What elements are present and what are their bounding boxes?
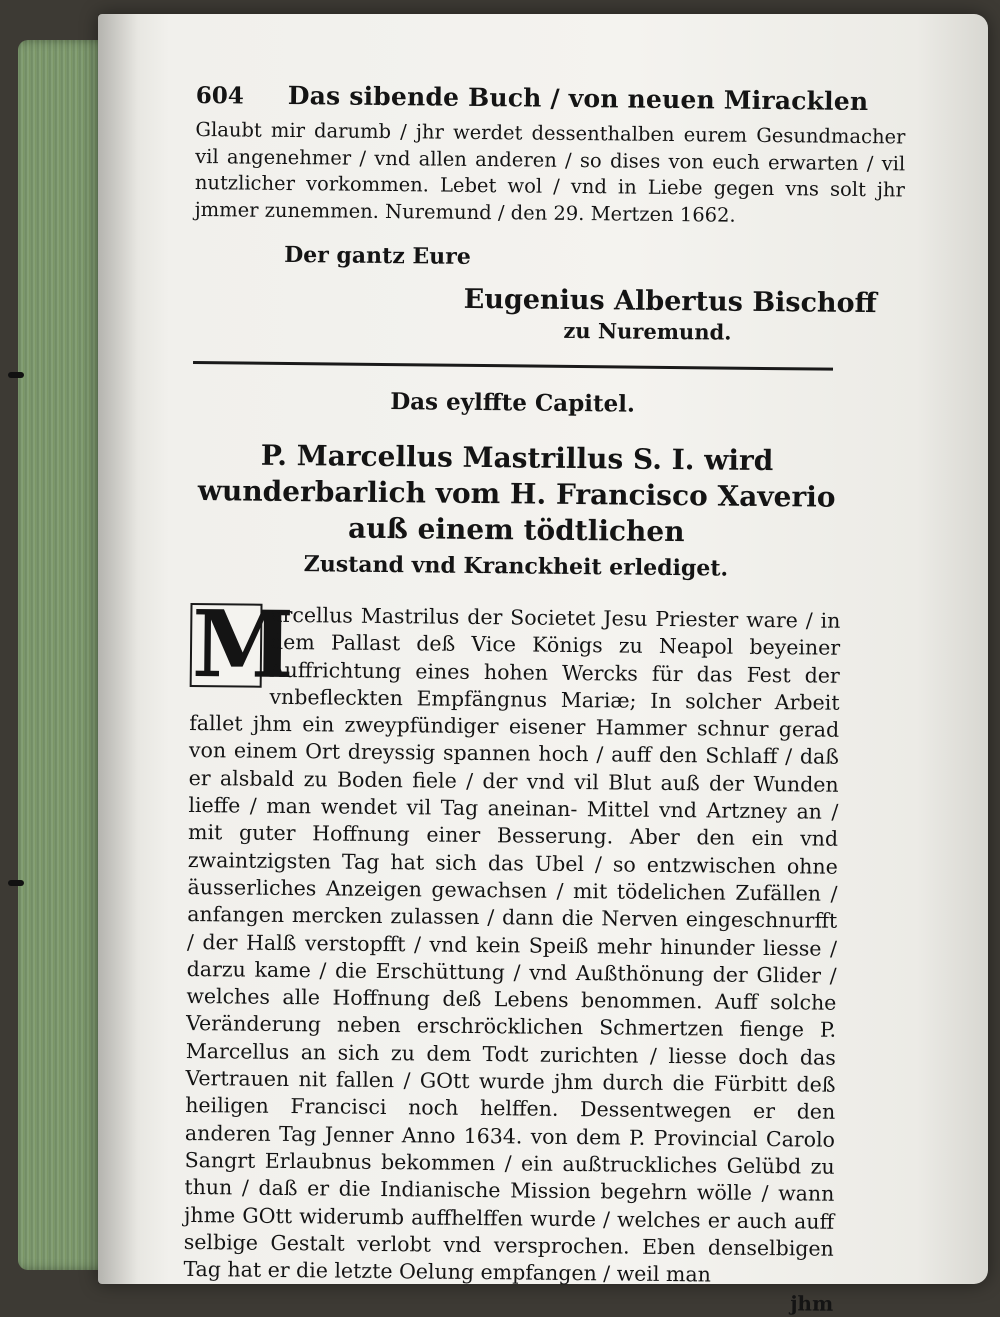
letter-signature: Eugenius Albertus Bischoff <box>463 283 877 320</box>
chapter-title: Das eylffte Capitel. <box>390 388 636 418</box>
running-head <box>196 80 906 116</box>
letter-closing: Der gantz Eure <box>284 241 471 270</box>
drop-cap: M <box>191 589 295 700</box>
chapter-body-text: arcellus Mastrilus der Societet Jesu Priester ware / in dem Pallast deß Vice Königs zu Neapol beyeiner Auffrichtung eines hohen Wercks für das Fest der vnbefleckten Empfängnus Mariæ; In solcher Arbeit fallet jhm ein zweypfündiger eisener Hammer schnur gerad von einem Ort dreyssig spannen hoch / auff den Schlaff / daß er alsbald zu Boden fiele / der vnd vil Blut auß der Wunden lieffe / man wendet vil Tag aneinan- Mittel vnd Artzney an / mit guter Hoffnung einer Besserung. Aber den ein vnd zwaintzigsten Tag hat sich das Ubel / so entzwischen ohne äusserliches Anzeigen gewachsen / mit tödelichen Zufällen / anfangen mercken zulassen / dann die Nerven eingeschnurfft / der Halß verstopfft / vnd kein Speiß mehr hinunder liesse / darzu kame / die Erschüttung / vnd Außthönung der Glider / welches alle Hoffnung deß Lebens benommen. Auff solche Veränderung neben erschröcklichen Schmertzen fienge P. Marcellus an sich zu dem Todt zurichten / liesse doch das Vertrauen nit fallen / GOtt wurde jhm durch die Fürbitt deß heiligen Francisci noch helffen. Dessentwegen er den anderen Tag Jenner Anno 1634. von dem P. Provincial Carolo Sangrt Erlaubnus bekommen / ein außtruckliches Gelübd zu thun / daß er die Indianische Mission begehrn wölle / wann jhme GOtt widerumb auffhelffen wurde / welches er auch auff selbige Gestalt verlobt vnd versprochen. Eben denselbigen Tag hat er die letzte Oelung empfangen / weil man <box>183 602 841 1287</box>
letter-end-text: Glaubt mir darumb / jhr werdet dessenthalben eurem Gesundmacher vil angenehmer / vnd allen anderen / so dises von euch erwarten / vil nutzlicher vorkommen. Lebet wol / vnd in Liebe gegen vns solt jhr jmmer zunemmen. Nuremund / den 29. Mertzen 1662. <box>194 117 906 227</box>
page-content <box>183 80 906 1317</box>
spine-shadow <box>98 14 138 1284</box>
chapter-body <box>183 589 841 1290</box>
catchword: jhm <box>790 1291 834 1317</box>
chapter-heading-sub: Zustand vnd Kranckheit erlediget. <box>303 551 729 582</box>
page-number: 604 <box>195 81 244 110</box>
section-rule <box>193 361 833 371</box>
running-head-title: Das sibende Buch / von neuen Miracklen <box>287 80 869 117</box>
binding-ring-top <box>8 372 24 378</box>
chapter-heading <box>191 437 842 588</box>
binding-ring-bottom <box>8 880 24 886</box>
chapter-heading-main: P. Marcellus Mastrillus S. I. wird wunderbarlich vom H. Francisco Xaverio auß einem tödtlichen <box>197 438 836 549</box>
letter-signature-place: zu Nuremund. <box>563 317 732 345</box>
